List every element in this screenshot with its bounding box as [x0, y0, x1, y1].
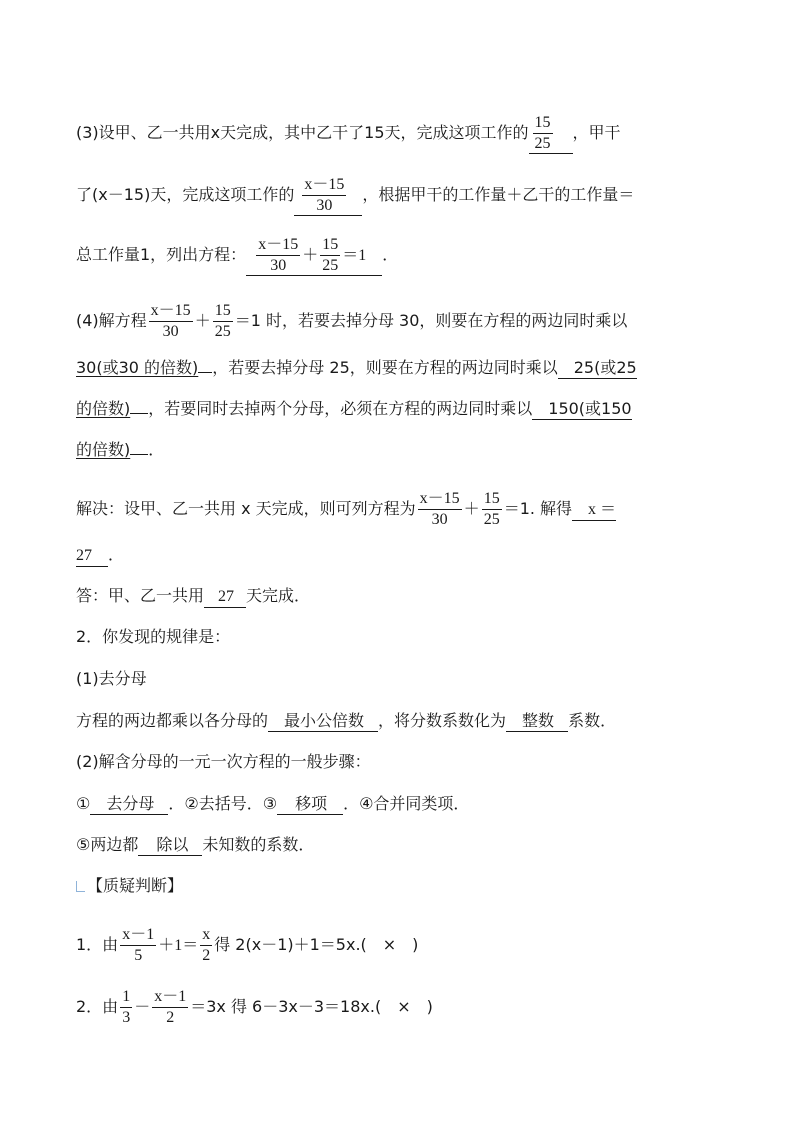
fraction — [149, 302, 193, 341]
quiz-title — [76, 876, 183, 896]
fraction — [320, 236, 340, 275]
text: ⑤两边都 — [76, 835, 139, 854]
answer-blank — [294, 176, 362, 216]
rule-line1 — [76, 711, 616, 732]
fraction — [152, 988, 188, 1027]
denominator: 25 — [483, 511, 500, 528]
denominator: 25 — [534, 135, 551, 152]
numerator: x — [200, 926, 212, 946]
denominator: 5 — [134, 947, 143, 964]
fraction — [418, 490, 462, 529]
answer-underlined: 30(或30 的倍数) — [76, 358, 199, 377]
denominator: 2 — [202, 947, 211, 964]
blank-pad — [130, 454, 148, 455]
text: ，甲干 — [572, 123, 621, 142]
fraction — [213, 302, 233, 341]
para4-line3 — [76, 399, 632, 420]
numerator: 15 — [320, 236, 340, 256]
plus-sign: ＋ — [194, 313, 211, 330]
fraction — [256, 236, 300, 275]
fraction — [120, 988, 132, 1027]
fraction — [533, 114, 553, 153]
answer: 去分母 — [106, 794, 155, 813]
text: ＝1. 解得 — [503, 499, 573, 518]
fraction — [120, 926, 156, 965]
rule-step5-line — [76, 835, 314, 856]
answer-underlined: 的倍数) — [76, 399, 131, 418]
equals-one: ＝1 — [342, 247, 367, 264]
answer: x ＝ — [588, 501, 617, 518]
denominator: 30 — [431, 511, 448, 528]
answer: 除以 — [156, 835, 189, 854]
numerator: x－1 — [120, 926, 156, 946]
text: 系数． — [568, 711, 617, 730]
answer: 整数 — [522, 711, 555, 730]
para4-line2 — [76, 358, 637, 379]
answer: 27 — [76, 546, 108, 567]
rule-title: 2．你发现的规律是： — [76, 627, 231, 646]
plus-sign: ＋ — [302, 247, 319, 264]
text: 未知数的系数． — [202, 835, 315, 854]
text: 天完成． — [246, 586, 311, 605]
numerator: 1 — [120, 988, 132, 1008]
answer-blank — [529, 114, 573, 154]
para3-line3 — [76, 236, 398, 276]
denominator: 3 — [122, 1009, 131, 1026]
answer-blank — [90, 794, 168, 815]
text: ，若要去掉分母 25，则要在方程的两边同时乘以 — [212, 358, 558, 377]
answer-line — [76, 586, 310, 608]
numerator: x－1 — [152, 988, 188, 1008]
numerator: x－15 — [149, 302, 193, 322]
text: 2．由 — [76, 997, 119, 1016]
answer: 150(或150 — [548, 399, 632, 418]
text: 了(x－15)天，完成这项工作的 — [76, 185, 295, 204]
text: 得 2(x－1)＋1＝5x.( × ) — [214, 935, 419, 954]
minus-sign: － — [134, 999, 151, 1016]
denominator: 30 — [162, 323, 179, 340]
denominator: 30 — [316, 197, 333, 214]
para4-line1 — [76, 302, 627, 341]
answer: 27 — [204, 587, 246, 608]
denominator: 25 — [214, 323, 231, 340]
text: 总工作量1，列出方程： — [76, 245, 247, 264]
text: ，若要同时去掉两个分母，必须在方程的两边同时乘以 — [148, 399, 533, 418]
text: 答：甲、乙一共用 — [76, 586, 205, 605]
text: ① — [76, 794, 91, 813]
text: ，根据甲干的工作量＋乙干的工作量＝ — [362, 185, 635, 204]
answer-blank — [277, 794, 343, 815]
solve-line1 — [76, 490, 616, 529]
text: ．②去括号．③ — [168, 794, 278, 813]
text: ． — [148, 440, 165, 459]
text: ＝1 时，若要去掉分母 30，则要在方程的两边同时乘以 — [234, 311, 628, 330]
text: ．④合并同类项． — [343, 794, 470, 813]
answer-blank — [138, 835, 202, 856]
answer: 25(或25 — [573, 358, 637, 377]
quiz-q2 — [76, 988, 433, 1027]
answer-blank — [572, 499, 616, 521]
fraction — [200, 926, 212, 965]
blank-pad — [198, 372, 212, 373]
text: ． — [108, 545, 125, 564]
denominator: 2 — [166, 1009, 175, 1026]
numerator: x－15 — [418, 490, 462, 510]
numerator: x－15 — [302, 176, 346, 196]
denominator: 30 — [270, 257, 287, 274]
answer-blank — [506, 711, 568, 732]
denominator: 25 — [322, 257, 339, 274]
answer: 移项 — [295, 794, 328, 813]
solve-line2 — [76, 545, 124, 567]
rule-steps-line — [76, 794, 469, 815]
text: (4)解方程 — [76, 311, 147, 330]
numerator: 15 — [213, 302, 233, 322]
para3-line1 — [76, 114, 621, 154]
text: 解决：设甲、乙一共用 x 天完成，则可列方程为 — [76, 499, 416, 518]
plus-sign: ＋ — [463, 501, 480, 518]
numerator: x－15 — [256, 236, 300, 256]
text: 方程的两边都乘以各分母的 — [76, 711, 269, 730]
blank-pad — [130, 413, 148, 414]
text: 1．由 — [76, 935, 119, 954]
text: ，将分数系数化为 — [378, 711, 507, 730]
rule-step2-title: (2)解含分母的一元一次方程的一般步骤： — [76, 752, 371, 771]
answer-blank — [558, 358, 637, 379]
numerator: 15 — [533, 114, 553, 134]
fraction — [302, 176, 346, 215]
rule-step1-title: (1)去分母 — [76, 669, 147, 688]
bookmark-icon — [76, 881, 85, 892]
answer: 最小公倍数 — [284, 711, 365, 730]
text: ＝3x 得 6－3x－3＝18x.( × ) — [190, 997, 433, 1016]
fraction — [482, 490, 502, 529]
text: ＋1＝ — [158, 937, 199, 954]
para3-line2 — [76, 176, 634, 216]
equation-blank — [246, 236, 382, 276]
quiz-q1 — [76, 926, 418, 965]
text: (3)设甲、乙一共用x天完成，其中乙干了15天，完成这项工作的 — [76, 123, 529, 142]
text: ． — [382, 245, 399, 264]
answer-blank — [268, 711, 378, 732]
answer-underlined: 的倍数) — [76, 440, 131, 459]
text: 【质疑判断】 — [87, 876, 184, 895]
answer-blank — [532, 399, 631, 420]
numerator: 15 — [482, 490, 502, 510]
para4-line4 — [76, 440, 164, 460]
